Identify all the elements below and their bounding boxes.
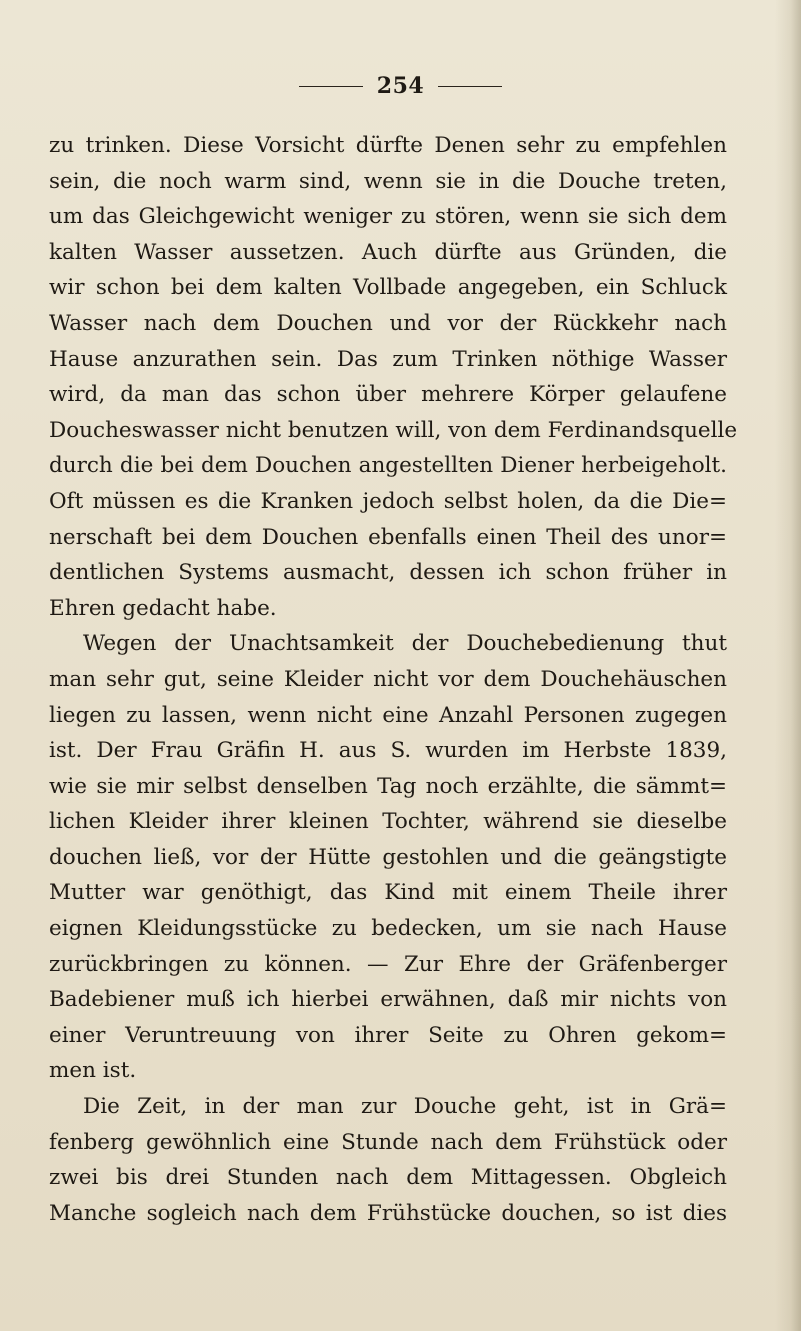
page-edge-shadow: [775, 0, 801, 1331]
text-line: lichen Kleider ihrer kleinen Tochter, während sie dieselbe: [49, 809, 727, 835]
text-line: men ist.: [49, 1058, 137, 1084]
text-line: wie sie mir selbst denselben Tag noch erzählte, die sämmt=: [49, 773, 727, 799]
text-line: Manche sogleich nach dem Frühstücke douchen, so ist dies: [49, 1200, 727, 1226]
text-line: Mutter war genöthigt, das Kind mit einem Theile ihrer: [49, 880, 727, 906]
text-line: einer Veruntreuung von ihrer Seite zu Ohren gekom=: [49, 1022, 727, 1048]
text-line: kalten Wasser aussetzen. Auch dürfte aus Gründen, die: [49, 239, 727, 265]
text-line: zwei bis drei Stunden nach dem Mittagessen. Obgleich: [49, 1165, 727, 1191]
page-number: 254: [376, 73, 425, 99]
header-rule-right: [438, 86, 502, 87]
text-line: douchen ließ, vor der Hütte gestohlen und die geängstigte: [49, 844, 727, 870]
text-line: Oft müssen es die Kranken jedoch selbst holen, da die Die=: [49, 488, 727, 514]
text-line: dentlichen Systems ausmacht, dessen ich schon früher in: [49, 560, 727, 586]
text-line: Ehren gedacht habe.: [49, 595, 277, 621]
header-rule-left: [299, 86, 363, 87]
text-line: fenberg gewöhnlich eine Stunde nach dem Frühstück oder: [49, 1129, 727, 1155]
text-line: Hause anzurathen sein. Das zum Trinken nöthige Wasser: [49, 346, 727, 372]
text-line: Badebiener muß ich hierbei erwähnen, daß mir nichts von: [49, 987, 727, 1013]
page-header: [0, 66, 801, 106]
body-text: [49, 128, 738, 1231]
text-line: eignen Kleidungsstücke zu bedecken, um sie nach Hause: [49, 916, 727, 942]
text-line: ist. Der Frau Gräfin H. aus S. wurden im Herbste 1839,: [49, 738, 727, 764]
text-line: durch die bei dem Douchen angestellten Diener herbeigeholt.: [49, 453, 727, 479]
text-line: nerschaft bei dem Douchen ebenfalls einen Theil des unor=: [49, 524, 727, 550]
text-line: Wegen der Unachtsamkeit der Douchebedienung thut: [83, 631, 727, 657]
text-line: Doucheswasser nicht benutzen will, von dem Ferdinandsquelle: [49, 417, 738, 443]
text-line: zu trinken. Diese Vorsicht dürfte Denen sehr zu empfehlen: [49, 133, 727, 158]
text-line: Wasser nach dem Douchen und vor der Rückkehr nach: [49, 310, 727, 336]
text-line: zurückbringen zu können. — Zur Ehre der Gräfenberger: [49, 951, 727, 977]
text-line: man sehr gut, seine Kleider nicht vor dem Douchehäuschen: [49, 666, 727, 692]
text-line: Die Zeit, in der man zur Douche geht, ist in Grä=: [83, 1094, 727, 1120]
text-line: sein, die noch warm sind, wenn sie in die Douche treten,: [49, 168, 727, 194]
text-line: wir schon bei dem kalten Vollbade angegeben, ein Schluck: [49, 275, 727, 301]
text-line: liegen zu lassen, wenn nicht eine Anzahl Personen zugegen: [49, 702, 727, 728]
text-line: um das Gleichgewicht weniger zu stören, wenn sie sich dem: [49, 204, 727, 230]
text-line: wird, da man das schon über mehrere Körper gelaufene: [49, 382, 727, 408]
